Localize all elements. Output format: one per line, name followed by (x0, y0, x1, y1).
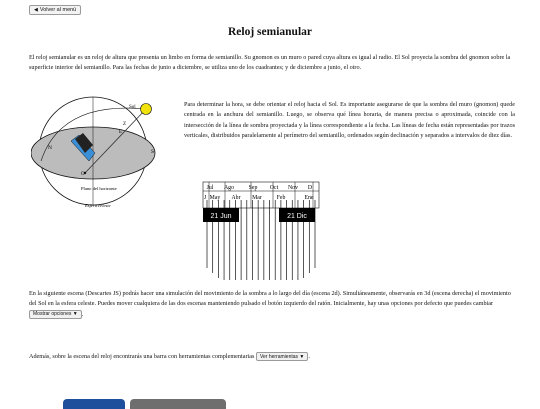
back-to-menu-button[interactable] (29, 5, 81, 15)
simulation-text: En la siguiente escena (Descartes JS) podrás hacer una simulación del movimiento de la sombra a lo largo del día (escena 2d). Simultáneamente, observarás en 3d (escena derecha) el movimiento del Sol en la esfera celeste. Puedes mover cualquiera de las dos escenas manteniendo pulsado el botón izquierdo del ratón. Inicialmente, hay unas opciones por defecto que puedes cambiar (29, 290, 511, 308)
zenith-label: Z (123, 122, 127, 127)
back-button-label: Volver al menú (39, 7, 77, 13)
top-month-label: Oct (269, 185, 279, 191)
page-title: Reloj semianular (227, 26, 312, 38)
sun-icon (141, 104, 152, 115)
horizon-plane-label: Plano del horizonte (81, 186, 117, 191)
bottom-month-label: Feb (276, 195, 286, 201)
top-month-label: D (307, 185, 313, 191)
show-options-button[interactable]: Mostrar opciones ▼ (29, 310, 82, 319)
show-tools-button[interactable]: Ver herramientas ▼ (256, 352, 308, 361)
intro-paragraph: El reloj semianular es un reloj de altura que presenta un limbo en forma de semianillo. Su gnomon es un muro o pared cuya altura es igual al radio. El Sol proyecta la sombra del gnomon sobre la superficie interior del semianillo. Para las fechas de junio a diciembre, se utiliza uno de los cuadrantes; y de diciembre a junio, el otro. (29, 54, 511, 72)
scene-2d-tab[interactable] (63, 399, 125, 409)
label-21-dic: 21 Dic (287, 213, 307, 220)
label-21-jun: 21 Jun (210, 213, 232, 220)
bottom-month-label: Abr (231, 195, 241, 201)
scene-3d-tab[interactable] (130, 399, 226, 409)
sun-label: Sol (129, 105, 136, 110)
south-label: S (151, 149, 155, 155)
instructions-paragraph: Para determinar la hora, se debe orientar el reloj hacia el Sol. Es importante asegurarse de que la sombra del muro (gnomon) quede centrada en la anchura del semianillo. Luego, se observa qué línea horaria, de manera precisa o aproximada, coincide con la intersección de la línea de sombra proyectada y la línea correspondiente a la fecha. Las líneas de fecha están representadas por trazos verticales, distribuidos paralelamente al perímetro del semianillo, ordenados según declinación y separados a intervalos de diez días. (184, 101, 515, 140)
east-label: E (119, 130, 123, 135)
celestial-sphere-label: Esfera celeste (85, 203, 111, 208)
bottom-month-label: May (209, 195, 221, 201)
top-month-label: Jul (206, 185, 214, 191)
bottom-month-label: Ene (304, 195, 314, 201)
north-label: N (48, 145, 52, 151)
top-month-label: Sep (248, 185, 258, 191)
top-month-label: Nov (288, 185, 298, 191)
simulation-paragraph (29, 289, 515, 320)
tools-text: Además, sobre la escena del reloj encontrarás una barra con herramientas complementarias (29, 353, 255, 360)
tools-period: . (308, 353, 310, 360)
arrow-left-icon: ◀ (34, 7, 38, 13)
simulation-period: . (81, 310, 84, 318)
date-lines-chart (197, 176, 325, 284)
bottom-month-label: Mar (252, 195, 262, 201)
top-month-label: Ago (224, 185, 234, 191)
celestial-sphere-diagram (31, 91, 171, 213)
bottom-month-label: J (203, 195, 207, 201)
tools-paragraph (29, 352, 515, 362)
observer-label: O (81, 172, 85, 177)
